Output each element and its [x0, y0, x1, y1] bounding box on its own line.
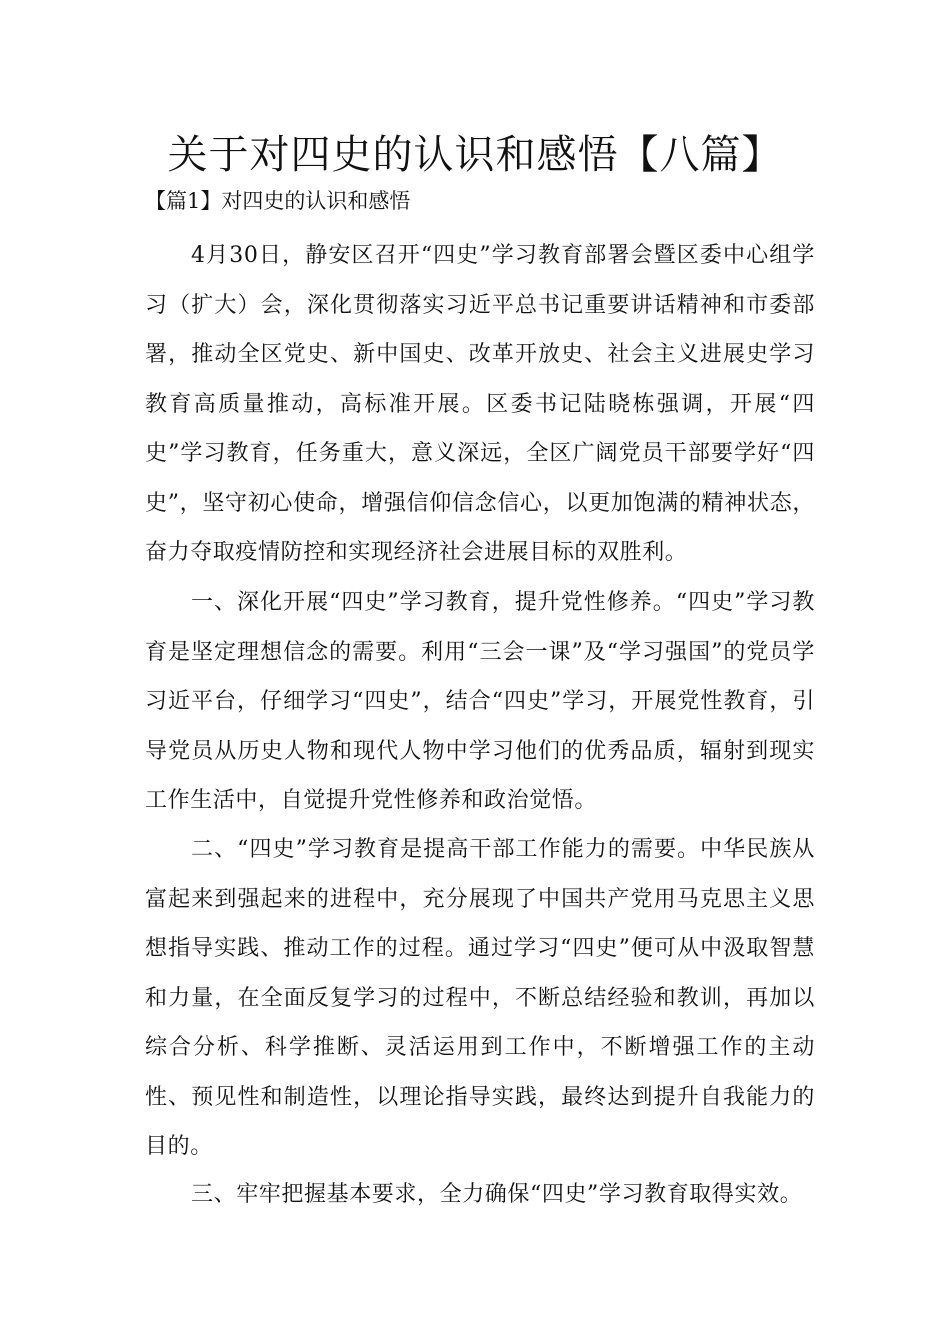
section-heading: 【篇1】对四史的认识和感悟	[145, 189, 411, 213]
paragraph-3: 二、“四史”学习教育是提高干部工作能力的需要。中华民族从富起来到强起来的进程中，充分展现了中国共产党用马克思主义思想指导实践、推动工作的过程。通过学习“四史”便可从中汲取智慧和力量，在全面反复学习的过程中，不断总结经验和教训，再加以综合分析、科学推断、灵活运用到工作中，不断增强工作的主动性、预见性和制造性，以理论指导实践，最终达到提升自我能力的目的。	[145, 837, 815, 1159]
paragraph-4: 三、牢牢把握基本要求，全力确保“四史”学习教育取得实效。	[191, 1182, 803, 1207]
paragraph-1: 4月30日，静安区召开“四史”学习教育部署会暨区委中心组学习（扩大）会，深化贯彻落实习近平总书记重要讲话精神和市委部署，推动全区党史、新中国史、改革开放史、社会主义进展史学习教育高质量推动，高标准开展。区委书记陆晓栋强调，开展“四史”学习教育，任务重大，意义深远，全区广阔党员干部要学好“四史”，坚守初心使命，增强信仰信念信心，以更加饱满的精神状态，奋力夺取疫情防控和实现经济社会进展目标的双胜利。	[145, 243, 815, 565]
paragraph-2: 一、深化开展“四史”学习教育，提升党性修养。“四史”学习教育是坚定理想信念的需要。利用“三会一课”及“学习强国”的党员学习近平台，仔细学习“四史”，结合“四史”学习，开展党性教育，引导党员从历史人物和现代人物中学习他们的优秀品质，辐射到现实工作生活中，自觉提升党性修养和政治觉悟。	[145, 590, 815, 813]
document-title: 关于对四史的认识和感悟【八篇】	[167, 132, 783, 178]
